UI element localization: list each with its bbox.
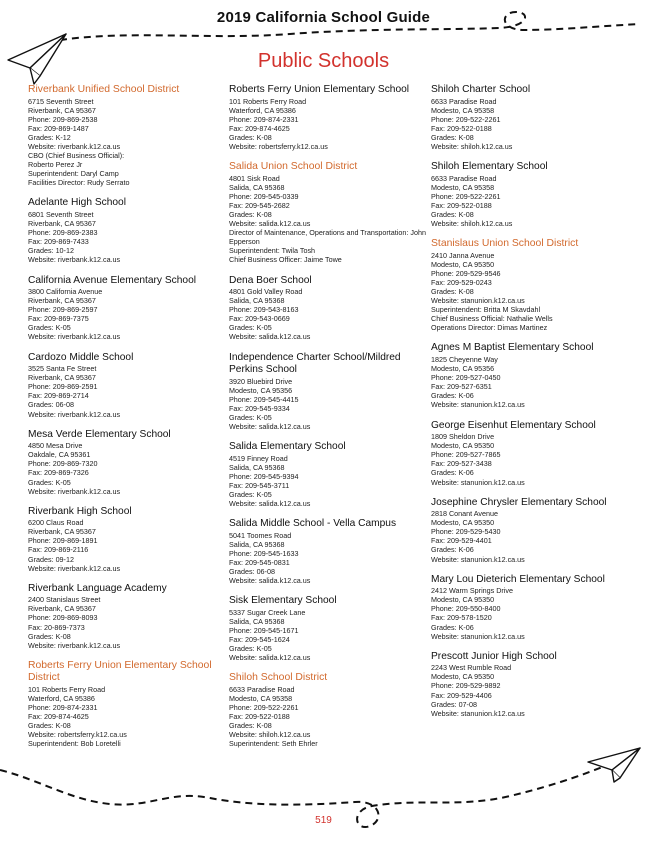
entry-detail-line: Grades: 10-12	[28, 246, 74, 256]
entry-detail-line: 4801 Gold Valley Road	[229, 287, 303, 296]
entry-detail-line: Grades: K-05	[229, 490, 272, 499]
entry-detail-line: Website: riverbank.k12.ca.us	[28, 409, 121, 419]
entry-detail-line: Grades: K-06	[431, 468, 474, 478]
school-name: Josephine Chrysler Elementary School	[431, 496, 607, 508]
school-name: Agnes M Baptist Elementary School	[431, 342, 594, 354]
page-number: 519	[315, 815, 332, 826]
school-name: Prescott Junior High School	[431, 650, 557, 662]
entry-detail-line: Phone: 209-527-7865	[431, 450, 501, 460]
school-entry	[229, 352, 429, 432]
entry-detail-line: Riverbank, CA 95367	[28, 604, 96, 614]
school-entry	[28, 352, 228, 419]
entry-detail-line: Salida, CA 95368	[229, 182, 285, 192]
entry-detail-line: Fax: 209-869-2116	[28, 545, 89, 555]
paper-airplane-icon	[588, 748, 640, 782]
entry-detail-line: Oakdale, CA 95361	[28, 450, 91, 460]
entry-detail-line: Riverbank, CA 95367	[28, 219, 96, 229]
entry-detail-line: Modesto, CA 95358	[431, 182, 495, 192]
school-name: George Eisenhut Elementary School	[431, 419, 596, 431]
entry-detail-line: Website: riverbank.k12.ca.us	[28, 332, 121, 342]
entry-detail-line: 2410 Janna Avenue	[431, 250, 495, 260]
entry-detail-line: 2400 Stanislaus Street	[28, 595, 101, 605]
school-name: Sisk Elementary School	[229, 595, 337, 607]
entry-detail-line: Fax: 209-522-0188	[229, 712, 290, 722]
entry-detail-line: 4850 Mesa Drive	[28, 441, 83, 451]
entry-detail-line: Fax: 209-869-7375	[28, 314, 89, 324]
school-name: Adelante High School	[28, 197, 126, 209]
entry-detail-line: Website: shiloh.k12.ca.us	[229, 730, 311, 740]
entry-detail-line: 101 Roberts Ferry Road	[229, 96, 307, 106]
entry-detail-line: 1825 Cheyenne Way	[431, 354, 498, 364]
entry-detail-line: Salida, CA 95368	[229, 539, 285, 549]
entry-detail-line: Phone: 209-529-5430	[431, 527, 501, 537]
school-entry	[431, 84, 636, 151]
entry-detail-line: Salida, CA 95368	[229, 296, 285, 306]
entry-detail-line: Grades: K-05	[28, 477, 71, 487]
entry-detail-line: Chief Business Officer: Jaime Towe	[229, 255, 342, 265]
entry-detail-line: Grades: K-06	[431, 545, 474, 555]
school-entry	[431, 161, 636, 228]
entry-detail-line: Fax: 209-578-1520	[431, 613, 492, 623]
entry-detail-line: Website: stanunion.k12.ca.us	[431, 631, 525, 641]
entry-detail-line: Fax: 209-529-0243	[431, 277, 492, 287]
entry-detail-line: Fax: 209-543-0669	[229, 314, 290, 324]
entry-detail-line: Superintendent: Twila Tosh	[229, 246, 316, 256]
entry-detail-line: Website: shiloh.k12.ca.us	[431, 141, 513, 151]
entry-detail-line: 6801 Seventh Street	[28, 209, 94, 219]
entry-detail-line: Grades: K-12	[28, 132, 71, 142]
section-title: Public Schools	[257, 50, 390, 72]
school-entry	[28, 197, 228, 264]
school-name: Shiloh Charter School	[431, 84, 531, 95]
school-name: Mary Lou Dieterich Elementary School	[431, 573, 605, 585]
entry-detail-line: 3525 Santa Fe Street	[28, 364, 97, 374]
entry-detail-line: Grades: 06-08	[28, 400, 74, 410]
entry-detail-line: Phone: 209-522-2261	[431, 114, 501, 124]
entry-detail-line: Modesto, CA 95356	[229, 385, 293, 395]
entry-detail-line: Director of Maintenance, Operations and Transportation: John Epperson	[229, 228, 426, 247]
entry-detail-line: Website: salida.k12.ca.us	[229, 576, 311, 586]
school-entry	[229, 275, 429, 342]
entry-detail-line: Phone: 209-869-2383	[28, 228, 98, 238]
school-name: Salida Elementary School	[229, 441, 346, 453]
entry-detail-line: Modesto, CA 95358	[229, 693, 293, 703]
entry-detail-line: Grades: K-05	[229, 412, 272, 422]
entry-detail-line: Waterford, CA 95386	[229, 105, 296, 115]
entry-detail-line: Website: salida.k12.ca.us	[229, 653, 311, 663]
district-entry	[28, 84, 228, 187]
school-name: Roberts Ferry Union Elementary School	[229, 84, 410, 95]
entry-detail-line: Phone: 209-522-2261	[229, 703, 299, 712]
district-name: Riverbank Unified School District	[28, 84, 180, 95]
school-entry	[431, 497, 636, 564]
entry-detail-line: 6633 Paradise Road	[431, 96, 497, 106]
entry-detail-line: 6633 Paradise Road	[431, 173, 497, 183]
district-entry	[431, 238, 636, 332]
entry-detail-line: Grades: 06-08	[229, 567, 275, 577]
entry-detail-line: Grades: K-06	[431, 622, 474, 632]
entry-detail-line: Website: riverbank.k12.ca.us	[28, 486, 121, 496]
entry-detail-line: Phone: 209-545-4415	[229, 394, 299, 404]
entry-detail-line: Phone: 209-529-9892	[431, 681, 501, 691]
entry-detail-line: Grades: K-08	[431, 287, 474, 296]
entry-detail-line: Fax: 209-522-0188	[431, 200, 492, 210]
entry-detail-line: Modesto, CA 95356	[431, 364, 495, 374]
district-name: Stanislaus Union School District	[431, 238, 579, 250]
entry-detail-line: Salida, CA 95368	[229, 616, 285, 626]
entry-detail-line: Fax: 209-869-2714	[28, 391, 89, 401]
school-name: Cardozo Middle School	[28, 351, 134, 363]
entry-detail-line: Phone: 209-545-0339	[229, 191, 299, 201]
entry-detail-line: 6715 Seventh Street	[28, 96, 94, 106]
entry-detail-line: Grades: 07-08	[431, 699, 477, 709]
district-entry	[229, 672, 429, 748]
school-name: Salida Middle School - Vella Campus	[229, 518, 397, 530]
entry-detail-line: Fax: 209-869-7326	[28, 468, 89, 478]
entry-detail-line: Website: salida.k12.ca.us	[229, 422, 311, 432]
entry-detail-line: Fax: 209-874-4625	[28, 712, 89, 722]
entry-detail-line: 5337 Sugar Creek Lane	[229, 607, 306, 617]
entry-detail-line: Website: robertsferry.k12.ca.us	[229, 141, 328, 151]
entry-detail-line: Fax: 209-545-3711	[229, 480, 290, 490]
entry-detail-line: Phone: 209-545-9394	[229, 471, 299, 481]
entry-detail-line: Riverbank, CA 95367	[28, 527, 96, 537]
entry-detail-line: Phone: 209-543-8163	[229, 305, 299, 315]
entry-detail-line: Phone: 209-869-8093	[28, 613, 98, 623]
entry-detail-line: 6200 Claus Road	[28, 518, 84, 528]
column-2	[229, 84, 429, 758]
entry-detail-line: Fax: 209-545-0831	[229, 557, 290, 567]
entry-detail-line: Fax: 209-869-7433	[28, 237, 89, 247]
entry-detail-line: Fax: 209-529-4401	[431, 536, 492, 546]
entry-detail-line: Fax: 209-529-4406	[431, 690, 492, 700]
entry-detail-line: Grades: K-06	[431, 391, 474, 401]
entry-detail-line: 5041 Toomes Road	[229, 530, 292, 540]
entry-detail-line: Phone: 209-527-0450	[431, 373, 501, 383]
entry-detail-line: Phone: 209-869-2538	[28, 114, 98, 124]
entry-detail-line: Fax: 209-527-6351	[431, 382, 492, 392]
school-entry	[431, 342, 636, 409]
entry-detail-line: Riverbank, CA 95367	[28, 373, 96, 383]
school-name: Mesa Verde Elementary School	[28, 428, 171, 440]
entry-detail-line: Riverbank, CA 95367	[28, 105, 96, 115]
column-1	[28, 84, 228, 758]
entry-detail-line: Riverbank, CA 95367	[28, 296, 96, 306]
entry-detail-line: Fax: 209-874-4625	[229, 123, 290, 133]
entry-detail-line: Chief Business Official: Nathalie Wells	[431, 314, 553, 324]
entry-detail-line: Grades: K-08	[431, 132, 474, 142]
entry-detail-line: 1809 Sheldon Drive	[431, 432, 495, 442]
entry-detail-line: Fax: 209-545-1624	[229, 635, 290, 645]
entry-detail-line: Website: stanunion.k12.ca.us	[431, 477, 525, 487]
entry-detail-line: Modesto, CA 95358	[431, 105, 495, 115]
entry-detail-line: Phone: 209-869-2597	[28, 305, 98, 315]
entry-detail-line: Grades: K-08	[431, 209, 474, 219]
entry-detail-line: Fax: 209-545-9334	[229, 403, 290, 413]
district-name: Roberts Ferry Union Elementary School District	[28, 659, 212, 684]
entry-detail-line: Modesto, CA 95350	[431, 518, 495, 528]
school-entry	[28, 275, 228, 342]
entry-detail-line: Phone: 209-545-1671	[229, 625, 299, 635]
entry-detail-line: Facilities Director: Rudy Serrato	[28, 178, 130, 188]
entry-detail-line: 3920 Bluebird Drive	[229, 376, 293, 386]
school-name: Riverbank High School	[28, 505, 132, 517]
entry-detail-line: Grades: K-08	[28, 631, 71, 641]
entry-detail-line: 101 Roberts Ferry Road	[28, 684, 106, 694]
entry-detail-line: Website: riverbank.k12.ca.us	[28, 141, 121, 151]
entry-detail-line: Phone: 209-545-1633	[229, 548, 299, 558]
entry-detail-line: Website: stanunion.k12.ca.us	[431, 400, 525, 410]
guide-title: 2019 California School Guide	[216, 9, 431, 26]
entry-detail-line: 2818 Conant Avenue	[431, 509, 499, 519]
entry-detail-line: 2412 Warm Springs Drive	[431, 586, 514, 596]
school-entry	[431, 651, 636, 718]
entry-detail-line: 4801 Sisk Road	[229, 173, 280, 183]
entry-detail-line: Grades: K-08	[229, 209, 272, 219]
entry-detail-line: Fax: 209-545-2682	[229, 200, 290, 210]
entry-detail-line: 6633 Paradise Road	[229, 684, 295, 694]
entry-detail-line: Website: salida.k12.ca.us	[229, 332, 311, 342]
school-entry	[28, 583, 228, 650]
entry-detail-line: Waterford, CA 95386	[28, 693, 95, 703]
entry-detail-line: Phone: 209-550-8400	[431, 604, 501, 614]
entry-detail-line: Superintendent: Seth Ehrler	[229, 739, 318, 749]
entry-detail-line: Superintendent: Daryl Camp	[28, 169, 119, 179]
school-name: Shiloh Elementary School	[431, 161, 548, 173]
district-entry	[28, 660, 228, 749]
school-entry	[431, 420, 636, 487]
entry-detail-line: Modesto, CA 95350	[431, 595, 495, 605]
entry-detail-line: Grades: K-08	[229, 132, 272, 142]
entry-detail-line: Grades: K-05	[229, 323, 272, 333]
entry-detail-line: Website: riverbank.k12.ca.us	[28, 255, 121, 265]
entry-detail-line: Website: riverbank.k12.ca.us	[28, 563, 121, 573]
entry-detail-line: Phone: 209-869-1891	[28, 536, 98, 546]
entry-detail-line: Grades: K-08	[28, 721, 71, 731]
entry-detail-line: Grades: 09-12	[28, 554, 74, 564]
entry-detail-line: Phone: 209-529-9546	[431, 268, 501, 278]
school-entry	[229, 595, 429, 662]
entry-detail-line: Grades: K-08	[229, 721, 272, 731]
school-name: Riverbank Language Academy	[28, 582, 167, 594]
entry-detail-line: Fax: 209-527-3438	[431, 459, 492, 469]
entry-detail-line: Modesto, CA 95350	[431, 259, 495, 269]
entry-detail-line: Phone: 209-869-2591	[28, 382, 98, 392]
school-entry	[28, 429, 228, 496]
school-name: California Avenue Elementary School	[28, 274, 197, 286]
column-3	[431, 84, 636, 728]
district-name: Salida Union School District	[229, 161, 358, 173]
district-entry	[229, 161, 429, 264]
school-entry	[431, 574, 636, 641]
entry-detail-line: Salida, CA 95368	[229, 462, 285, 472]
entry-detail-line: Website: riverbank.k12.ca.us	[28, 640, 121, 650]
school-entry	[229, 518, 429, 585]
entry-detail-line: 2243 West Rumble Road	[431, 663, 512, 673]
entry-detail-line: Grades: K-05	[28, 323, 71, 333]
entry-detail-line: Website: robertsferry.k12.ca.us	[28, 730, 127, 740]
entry-detail-line: Phone: 209-874-2331	[28, 703, 98, 712]
school-entry	[229, 441, 429, 508]
entry-detail-line: 3800 California Avenue	[28, 287, 103, 296]
entry-detail-line: Modesto, CA 95350	[431, 441, 495, 451]
district-name: Shiloh School District	[229, 672, 328, 684]
entry-detail-line: Superintendent: Bob Loretelli	[28, 739, 121, 749]
entry-detail-line: Grades: K-05	[229, 644, 272, 654]
school-entry	[229, 84, 429, 151]
entry-detail-line: 4519 Finney Road	[229, 453, 288, 463]
entry-detail-line: Modesto, CA 95350	[431, 672, 495, 682]
entry-detail-line: Fax: 20-869-7373	[28, 622, 85, 632]
entry-detail-line: Website: stanunion.k12.ca.us	[431, 554, 525, 564]
entry-detail-line: Phone: 209-874-2331	[229, 114, 299, 124]
entry-detail-line: Phone: 209-522-2261	[431, 191, 501, 201]
entry-detail-line: Operations Director: Dimas Martinez	[431, 323, 548, 333]
school-name: Independence Charter School/Mildred Perkins School	[229, 351, 401, 376]
entry-detail-line: Website: salida.k12.ca.us	[229, 219, 311, 229]
school-entry	[28, 506, 228, 573]
entry-detail-line: Website: stanunion.k12.ca.us	[431, 708, 525, 718]
entry-detail-line: Fax: 209-522-0188	[431, 123, 492, 133]
entry-detail-line: Website: salida.k12.ca.us	[229, 499, 311, 509]
entry-detail-line: Website: stanunion.k12.ca.us	[431, 296, 525, 306]
entry-detail-line: Fax: 209-869-1487	[28, 123, 89, 133]
entry-detail-line: Superintendent: Britta M Skavdahl	[431, 305, 541, 315]
entry-detail-line: Roberto Perez Jr	[28, 160, 83, 170]
entry-detail-line: Phone: 209-869-7320	[28, 459, 98, 469]
school-name: Dena Boer School	[229, 274, 312, 286]
entry-detail-line: CBO (Chief Business Official):	[28, 151, 125, 161]
entry-detail-line: Website: shiloh.k12.ca.us	[431, 219, 513, 229]
